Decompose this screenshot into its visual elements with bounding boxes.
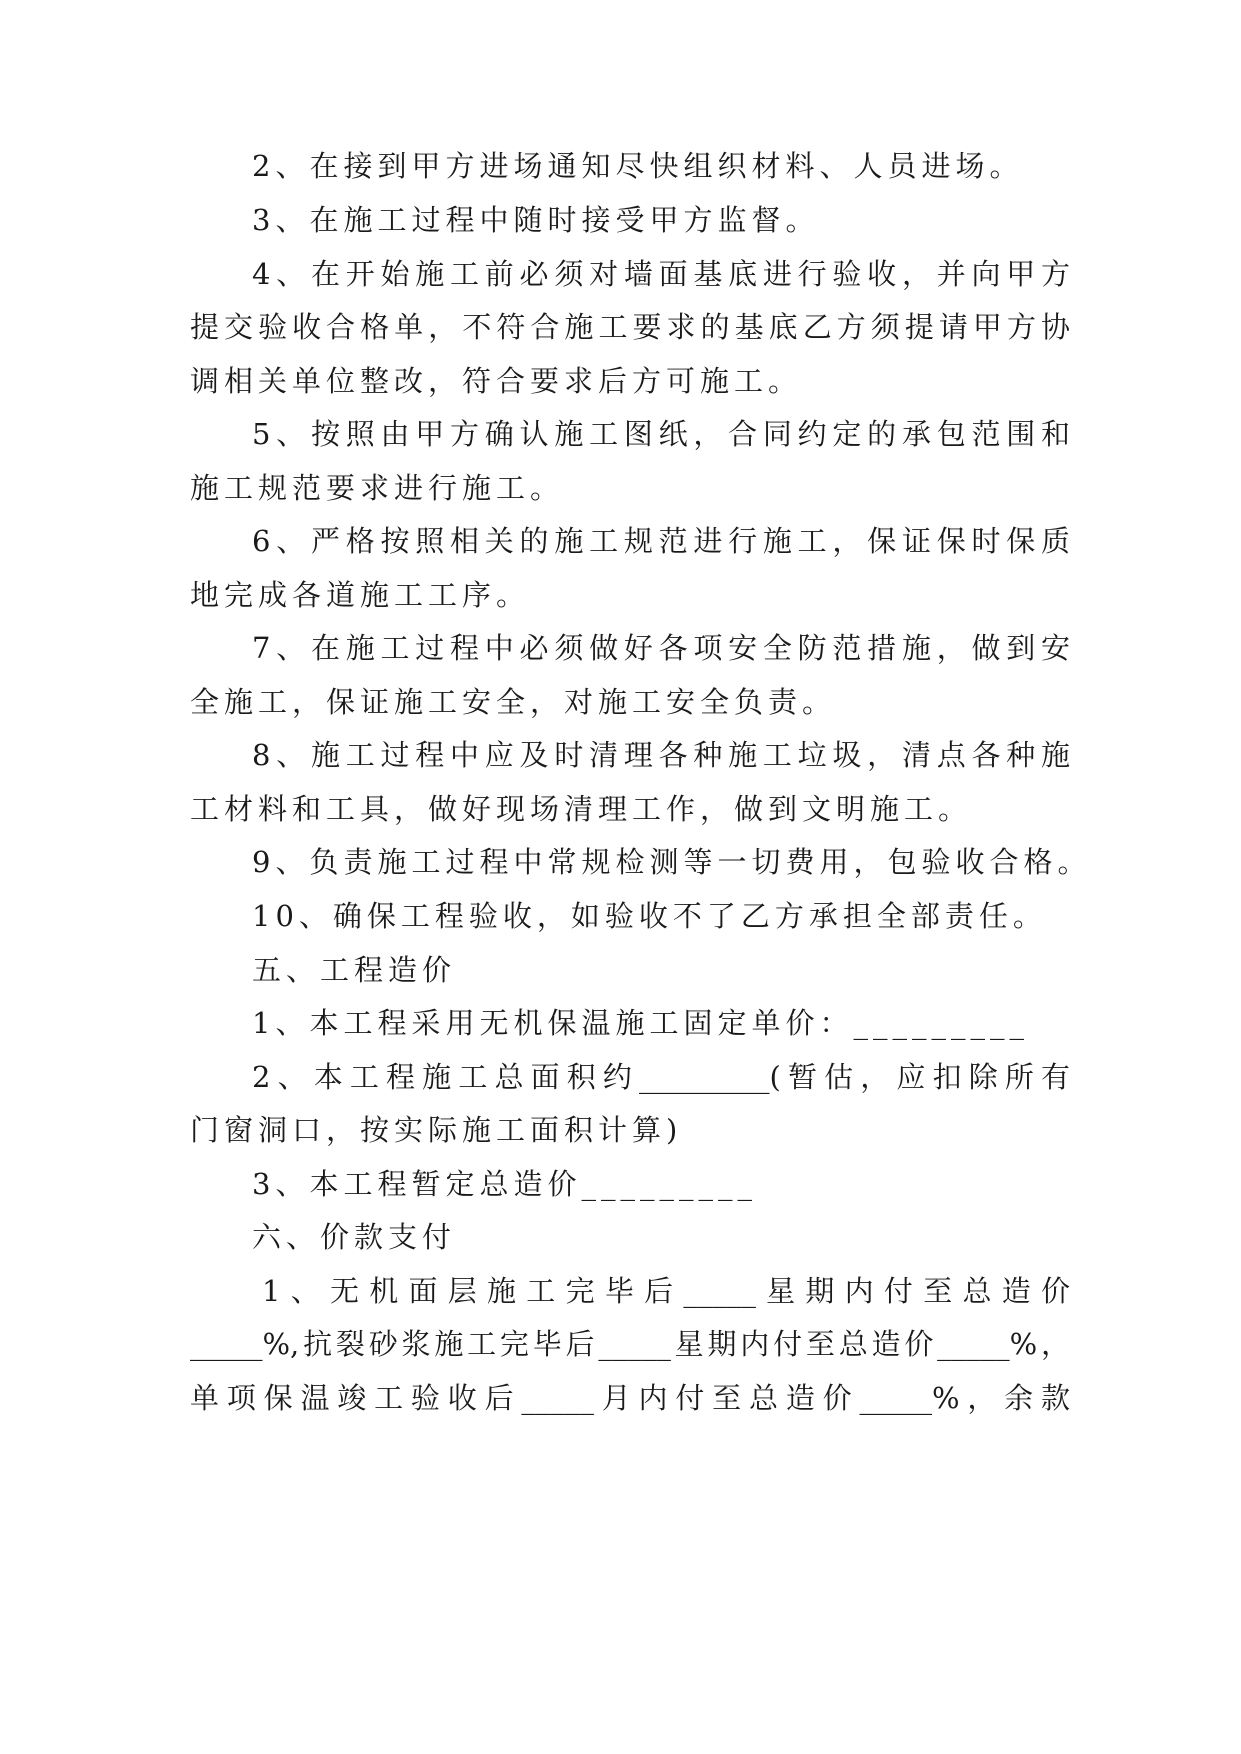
text-line: 8、施工过程中应及时清理各种施工垃圾，清点各种施	[252, 738, 1070, 772]
text-line: 施工规范要求进行施工。	[190, 471, 565, 505]
text-line: _____%,抗裂砂浆施工完毕后_____星期内付至总造价_____%，	[190, 1327, 1070, 1361]
text-line: 全施工，保证施工安全，对施工安全负责。	[190, 685, 837, 719]
text-line: 工材料和工具，做好现场清理工作，做到文明施工。	[190, 792, 973, 826]
text-line: 1、本工程采用无机保温施工固定单价：_________	[252, 1006, 1029, 1040]
section-heading: 六、价款支付	[252, 1220, 457, 1254]
text-line: 3、在施工过程中随时接受甲方监督。	[252, 203, 820, 237]
text-line: 4、在开始施工前必须对墙面基底进行验收，并向甲方	[252, 257, 1070, 291]
text-line: 门窗洞口，按实际施工面积计算)	[190, 1113, 683, 1147]
text-line: 7、在施工过程中必须做好各项安全防范措施，做到安	[252, 631, 1070, 665]
text-line: 2、在接到甲方进场通知尽快组织材料、人员进场。	[252, 149, 1024, 183]
section-heading: 五、工程造价	[252, 953, 457, 987]
text-line: 2、本工程施工总面积约_________(暂估，应扣除所有	[252, 1060, 1070, 1094]
text-line: 10、确保工程验收，如验收不了乙方承担全部责任。	[252, 899, 1047, 933]
text-line: 1、无机面层施工完毕后_____星期内付至总造价	[262, 1274, 1070, 1308]
text-line: 提交验收合格单，不符合施工要求的基底乙方须提请甲方协	[190, 310, 1070, 344]
text-line: 地完成各道施工工序。	[190, 578, 531, 612]
text-line: 9、负责施工过程中常规检测等一切费用，包验收合格。	[252, 845, 1092, 879]
text-line: 单项保温竣工验收后_____月内付至总造价_____%，余款	[190, 1381, 1070, 1415]
text-line: 5、按照由甲方确认施工图纸，合同约定的承包范围和	[252, 417, 1070, 451]
text-line: 调相关单位整改，符合要求后方可施工。	[190, 364, 803, 398]
text-line: 6、严格按照相关的施工规范进行施工，保证保时保质	[252, 524, 1070, 558]
text-line: 3、本工程暂定总造价_________	[252, 1167, 757, 1201]
